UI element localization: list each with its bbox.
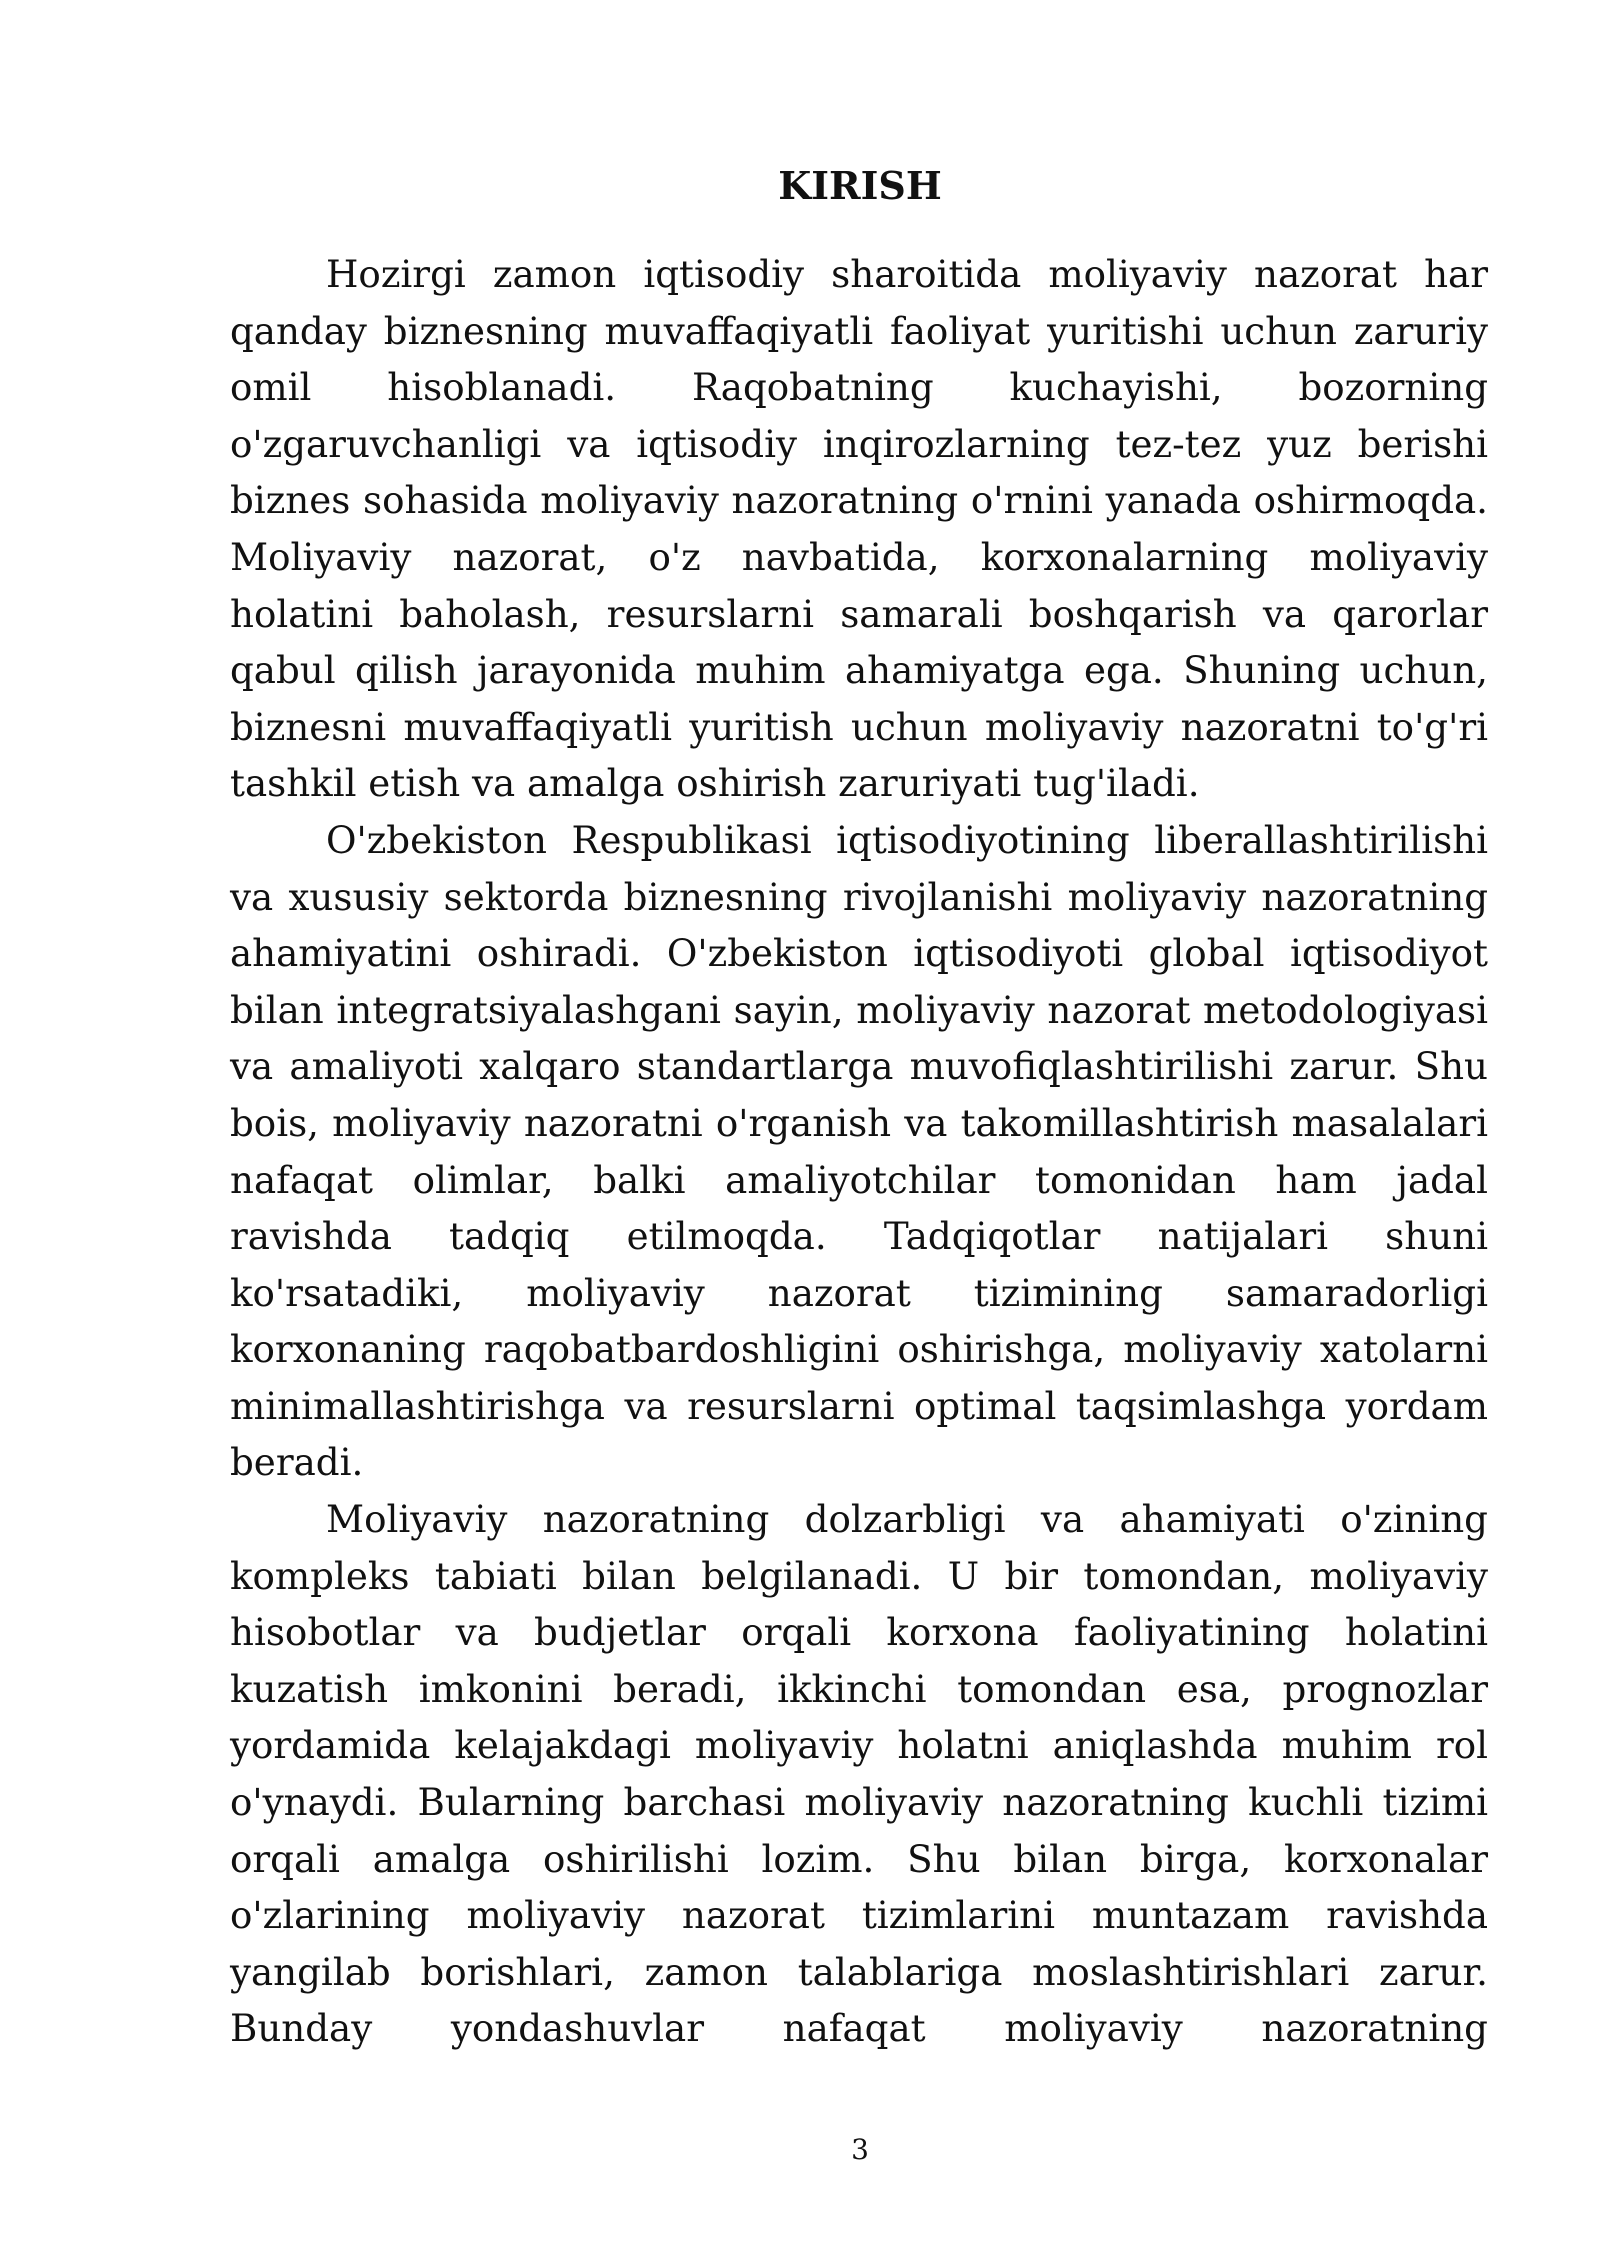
paragraph-2: O'zbekiston Respublikasi iqtisodiyotining liberallashtirilishi va xususiy sektorda biznesning rivojlanishi moliyaviy nazoratning ahamiyatini oshiradi. O'zbekiston iqtisodiyoti global iqtisodiyot bilan integratsiyalashgani sayin, moliyaviy nazorat metodologiyasi va amaliyoti xalqaro standartlarga muvofiqlashtirilishi zarur. Shu bois, moliyaviy nazoratni o'rganish va takomillashtirish masalalari nafaqat olimlar, balki amaliyotchilar tomonidan ham jadal ravishda tadqiq etilmoqda. Tadqiqotlar natijalari shuni ko'rsatadiki, moliyaviy nazorat tizimining samaradorligi korxonaning raqobatbardoshligini oshirishga, moliyaviy xatolarni minimallashtirishga va resurslarni optimal taqsimlashga yordam beradi. <box>230 817 1488 1485</box>
paragraph-3: Moliyaviy nazoratning dolzarbligi va ahamiyati o'zining kompleks tabiati bilan belgilanadi. U bir tomondan, moliyaviy hisobotlar va budjetlar orqali korxona faoliyatining holatini kuzatish imkonini beradi, ikkinchi tomondan esa, prognozlar yordamida kelajakdagi moliyaviy holatni aniqlashda muhim rol o'ynaydi. Bularning barchasi moliyaviy nazoratning kuchli tizimi orqali amalga oshirilishi lozim. Shu bilan birga, korxonalar o'zlarining moliyaviy nazorat tizimlarini muntazam ravishda yangilab borishlari, zamon talablariga moslashtirishlari zarur. Bunday yondashuvlar nafaqat moliyaviy nazoratning <box>230 1497 1488 2051</box>
body-text <box>230 246 1488 2057</box>
section-title: KIRISH <box>778 163 942 208</box>
paragraph-1: Hozirgi zamon iqtisodiy sharoitida moliyaviy nazorat har qanday biznesning muvaffaqiyatli faoliyat yuritishi uchun zaruriy omil hisoblanadi. Raqobatning kuchayishi, bozorning o'zgaruvchanligi va iqtisodiy inqirozlarning tez-tez yuz berishi biznes sohasida moliyaviy nazoratning o'rnini yanada oshirmoqda. Moliyaviy nazorat, o'z navbatida, korxonalarning moliyaviy holatini baholash, resurslarni samarali boshqarish va qarorlar qabul qilish jarayonida muhim ahamiyatga ega. Shuning uchun, biznesni muvaffaqiyatli yuritish uchun moliyaviy nazoratni to'g'ri tashkil etish va amalga oshirish zaruriyati tug'iladi. <box>230 252 1488 806</box>
page-number: 3 <box>851 2133 869 2166</box>
